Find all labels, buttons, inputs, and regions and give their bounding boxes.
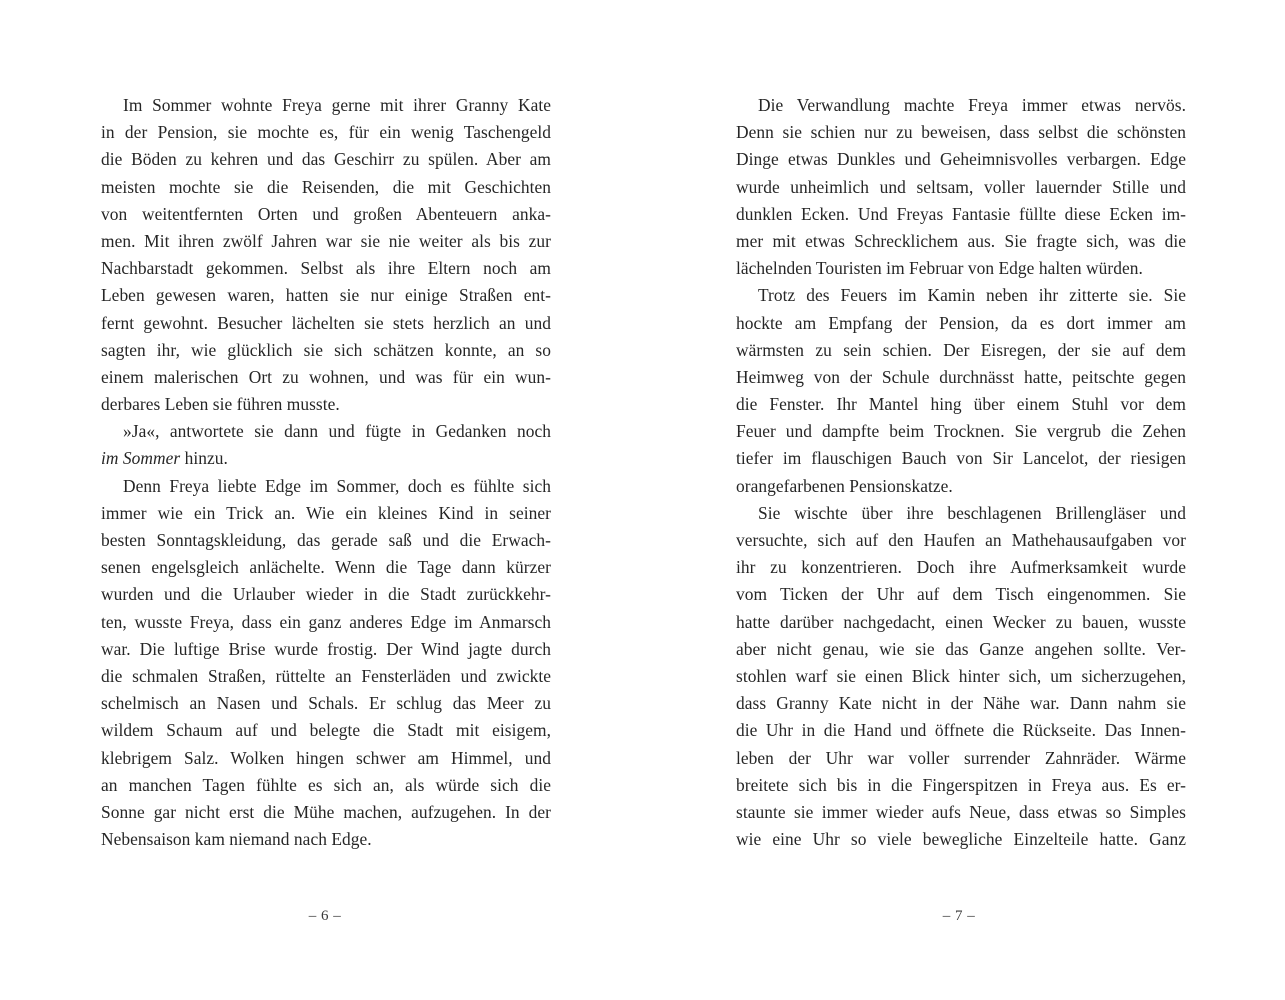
text-line: dunklen Ecken. Und Freyas Fantasie füllte diese Ecken im- [736, 203, 1186, 224]
text-line: die Uhr in die Hand und öffnete die Rückseite. Das Innen- [736, 720, 1186, 741]
text-line: orangefarbenen Pensionskatze. [736, 475, 953, 496]
text-line: hockte am Empfang der Pension, da es dort immer am [736, 312, 1186, 333]
text-line: an manchen Tagen fühlte es sich an, als würde sich die [101, 774, 551, 795]
text-line: Denn Freya liebte Edge im Sommer, doch es fühlte sich [123, 475, 551, 496]
text-line: versuchte, sich auf den Haufen an Mathehausaufgaben vor [736, 530, 1186, 550]
text-line: meisten mochte sie die Reisenden, die mit Geschichten [101, 176, 551, 197]
text-line-italic-phrase [101, 445, 551, 472]
text-line: dass Granny Kate nicht in der Nähe war. Dann nahm sie [736, 693, 1186, 714]
text-line: wurden und die Urlauber wieder in die Stadt zurückkehr- [101, 584, 551, 605]
text-line: Nachbarstadt gekommen. Selbst als ihre Eltern noch am [101, 258, 551, 279]
text-line: sagten ihr, wie glücklich sie sich schätzen konnte, an so [101, 339, 551, 360]
text-line: Sonne gar nicht erst die Mühe machen, aufzugehen. In der [101, 801, 551, 822]
text-line: Leben gewesen waren, hatten sie nur einige Straßen ent- [101, 285, 551, 306]
page-number: – 6 – [308, 908, 342, 924]
text-line: einem malerischen Ort zu wohnen, und was für ein wun- [101, 366, 551, 387]
text-line: klebrigem Salz. Wolken hingen schwer am Himmel, und [101, 747, 551, 768]
text-line: die Fenster. Ihr Mantel hing über einem Stuhl vor dem [736, 394, 1186, 415]
text-line: senen engelsgleich anlächelte. Wenn die Tage dann kürzer [101, 557, 551, 578]
text-line: ihr zu konzentrieren. Doch ihre Aufmerksamkeit wurde [736, 557, 1186, 578]
text-line: breitete sich bis in die Fingerspitzen in Freya aus. Es er- [736, 774, 1186, 795]
text-line: hatte darüber nachgedacht, einen Wecker zu bauen, wusste [736, 611, 1186, 632]
text-line: Heimweg von der Schule durchnässt hatte, peitschte gegen [736, 366, 1186, 387]
right-page [642, 0, 1282, 1000]
page-number: – 7 – [942, 908, 976, 924]
text-line: war. Die luftige Brise wurde frostig. Der Wind jagte durch [101, 638, 551, 659]
text-line: besten Sonntagskleidung, das gerade saß und die Erwach- [101, 530, 551, 550]
text-line: Denn sie schien nur zu beweisen, dass selbst die schönsten [736, 122, 1186, 143]
text-line: Die Verwandlung machte Freya immer etwas nervös. [758, 95, 1186, 115]
text-line: vom Ticken der Uhr auf dem Tisch eingenommen. Sie [736, 584, 1186, 605]
text-line: ten, wusste Freya, dass ein ganz anderes Edge im Anmarsch [101, 611, 551, 632]
text-line: lächelnden Touristen im Februar von Edge halten würden. [736, 258, 1143, 279]
left-page-text [101, 92, 551, 853]
text-line: die schmalen Straßen, rüttelte an Fensterläden und zwickte [101, 665, 551, 686]
text-line: wildem Schaum auf und belegte die Stadt mit eisigem, [101, 720, 551, 741]
text-line: wie eine Uhr so viele bewegliche Einzelteile hatte. Ganz [736, 829, 1186, 850]
text-line: aber nicht genau, wie sie das Ganze angehen sollte. Ver- [736, 638, 1186, 659]
text-line: tiefer im flauschigen Bauch von Sir Lancelot, der riesigen [736, 448, 1186, 469]
left-page [0, 0, 640, 1000]
text-line: wurde unheimlich und seltsam, voller lauernder Stille und [736, 176, 1186, 197]
text-line: Feuer und dampfte beim Trocknen. Sie vergrub die Zehen [736, 421, 1186, 442]
text-line: staunte sie immer wieder aufs Neue, dass etwas so Simples [736, 801, 1186, 822]
text-line: Trotz des Feuers im Kamin neben ihr zitterte sie. Sie [758, 285, 1186, 306]
text-line: von weitentfernten Orten und großen Abenteuern anka- [101, 203, 551, 224]
text-line-tail: hinzu. [184, 448, 228, 469]
text-line: in der Pension, sie mochte es, für ein wenig Taschengeld [101, 122, 551, 143]
right-page-text [736, 92, 1186, 853]
text-line: Sie wischte über ihre beschlagenen Brillengläser und [758, 502, 1186, 523]
text-line: Nebensaison kam niemand nach Edge. [101, 829, 372, 850]
text-line: men. Mit ihren zwölf Jahren war sie nie weiter als bis zur [101, 230, 551, 251]
text-line: mer mit etwas Schrecklichem aus. Sie fragte sich, was die [736, 230, 1186, 251]
text-line: Dinge etwas Dunkles und Geheimnisvolles verbargen. Edge [736, 149, 1186, 170]
text-line: derbares Leben sie führen musste. [101, 394, 340, 415]
text-line: Im Sommer wohnte Freya gerne mit ihrer Granny Kate [123, 95, 551, 115]
text-line: wärmsten zu sein schien. Der Eisregen, der sie auf dem [736, 339, 1186, 360]
text-line: leben der Uhr war voller surrender Zahnräder. Wärme [736, 747, 1186, 768]
text-line: »Ja«, antwortete sie dann und fügte in Gedanken noch [123, 421, 551, 442]
text-line: die Böden zu kehren und das Geschirr zu spülen. Aber am [101, 149, 551, 170]
italic-phrase: im Sommer [101, 448, 181, 469]
text-line: immer wie ein Trick an. Wie ein kleines Kind in seiner [101, 502, 551, 523]
text-line: fernt gewohnt. Besucher lächelten sie stets herzlich an und [101, 312, 551, 333]
text-line: schelmisch an Nasen und Schals. Er schlug das Meer zu [101, 693, 551, 714]
text-line: stohlen warf sie einen Blick hinter sich, um sicherzugehen, [736, 665, 1186, 686]
